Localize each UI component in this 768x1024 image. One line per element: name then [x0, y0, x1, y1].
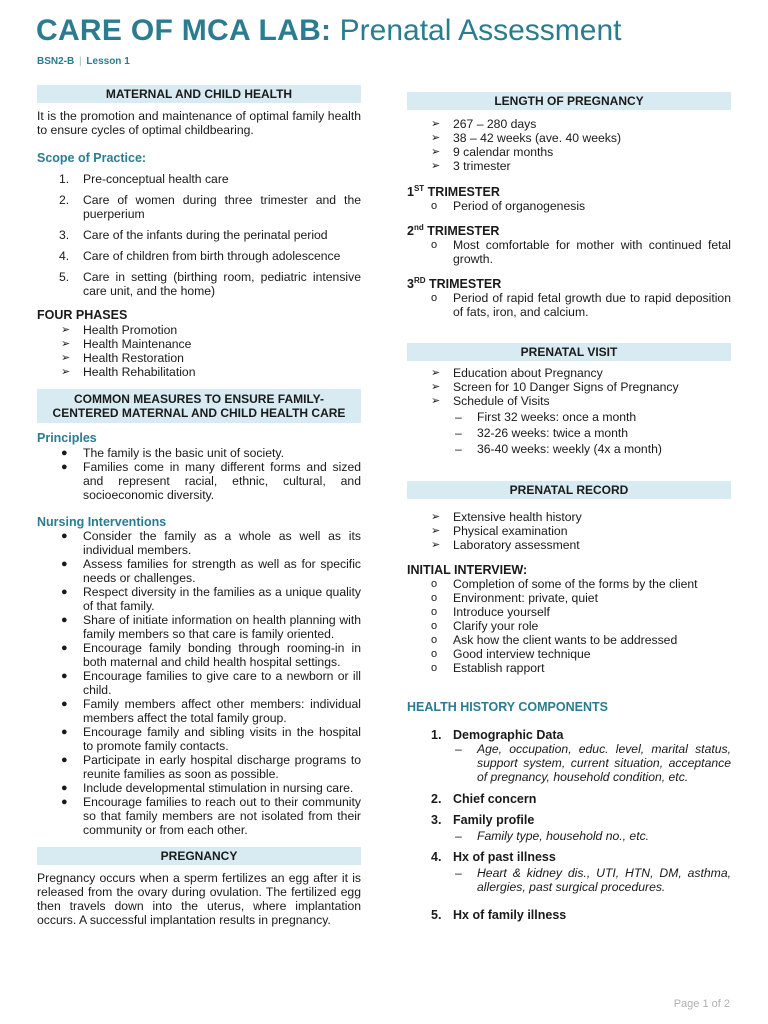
length-list: [407, 117, 731, 173]
list-item: – 36-40 weeks: weekly (4x a month): [455, 442, 662, 456]
list-item: 1. Pre-conceptual health care: [59, 172, 229, 186]
hh-sub-family-profile: – Family type, household no., etc.: [455, 829, 650, 843]
hh-item-past-illness: 4. Hx of past illness: [431, 850, 556, 864]
list-item: o Completion of some of the forms by the client: [431, 577, 698, 591]
list-item: 4. Care of children from birth through adolescence: [59, 249, 341, 263]
list-item: ➢ Schedule of Visits: [431, 394, 550, 408]
list-item: ● Encourage family bonding through rooming-in in both maternal and child health hospital settings.: [61, 641, 361, 669]
list-item: 2. Care of women during three trimester and the puerperium: [59, 193, 361, 221]
left-column: [37, 85, 361, 927]
right-column: [407, 92, 731, 922]
list-item: ➢ Health Restoration: [61, 351, 184, 365]
list-item: ● Encourage families to reach out to their community so that family members are not isolated from their community or from each other.: [61, 795, 361, 837]
separator: |: [79, 56, 82, 67]
trimester-1-heading: 1ST TRIMESTER: [407, 183, 500, 199]
principles-heading: Principles: [37, 431, 97, 445]
mch-heading: MATERNAL AND CHILD HEALTH: [37, 85, 361, 103]
trimester-3-list: [407, 291, 731, 319]
list-item: ● Assess families for strength as well as for specific needs or challenges.: [61, 557, 361, 585]
trimester-2-heading: 2nd TRIMESTER: [407, 222, 500, 238]
list-item: 3. Care of the infants during the perinatal period: [59, 228, 328, 242]
scope-heading: Scope of Practice:: [37, 151, 147, 165]
measures-heading: COMMON MEASURES TO ENSURE FAMILY-CENTERED MATERNAL AND CHILD HEALTH CARE: [37, 389, 361, 423]
nursing-list: [37, 529, 361, 837]
list-item: – First 32 weeks: once a month: [455, 410, 637, 424]
list-item: o Clarify your role: [431, 619, 539, 633]
page-title: [36, 14, 621, 48]
hh-item-chief-concern: 2. Chief concern: [431, 792, 537, 806]
section-label: BSN2-B: [37, 56, 75, 67]
visit-schedule-list: [407, 410, 731, 456]
list-item: o Introduce yourself: [431, 605, 550, 619]
list-item: ● The family is the basic unit of society.: [61, 446, 284, 460]
list-item: o Most comfortable for mother with continued fetal growth.: [431, 238, 731, 266]
hh-heading: HEALTH HISTORY COMPONENTS: [407, 700, 608, 714]
hh-sub-past-illness: – Heart & kidney dis., UTI, HTN, DM, asthma, allergies, past surgical procedures.: [455, 866, 731, 894]
trimester-1-list: [407, 199, 731, 213]
list-item: ➢ Laboratory assessment: [431, 538, 580, 552]
pregnancy-text: Pregnancy occurs when a sperm fertilizes an egg after it is released from the ovary during ovulation. The fertilized egg then travels down into the uterus, where implantation occurs. A successful implantation results in pregnancy.: [37, 871, 361, 927]
record-list: [407, 510, 731, 552]
list-item: 5. Care in setting (birthing room, pediatric intensive care unit, and the home): [59, 270, 361, 298]
list-item: ➢ Education about Pregnancy: [431, 366, 603, 380]
list-item: ● Encourage families to give care to a newborn or ill child.: [61, 669, 361, 697]
list-item: ➢ Health Maintenance: [61, 337, 192, 351]
title-course: CARE OF MCA LAB:: [36, 14, 332, 47]
list-item: ➢ Screen for 10 Danger Signs of Pregnancy: [431, 380, 679, 394]
hh-item-demographic: 1. Demographic Data: [431, 728, 564, 742]
list-item: o Good interview technique: [431, 647, 591, 661]
title-topic: Prenatal Assessment: [339, 14, 622, 47]
length-heading: LENGTH OF PREGNANCY: [407, 92, 731, 110]
list-item: o Period of rapid fetal growth due to rapid deposition of fats, iron, and calcium.: [431, 291, 731, 319]
trimester-3-heading: 3RD TRIMESTER: [407, 275, 502, 291]
visit-heading: PRENATAL VISIT: [407, 343, 731, 361]
trimester-2-list: [407, 238, 731, 266]
mch-text: It is the promotion and maintenance of optimal family health to ensure cycles of optimal childbearing.: [37, 109, 361, 137]
visit-list: [407, 366, 731, 408]
pregnancy-heading: PREGNANCY: [37, 847, 361, 865]
lesson-label: Lesson 1: [86, 56, 130, 67]
list-item: o Environment: private, quiet: [431, 591, 598, 605]
list-item: o Period of organogenesis: [431, 199, 586, 213]
lesson-info: [37, 56, 130, 67]
phases-list: [37, 323, 361, 379]
list-item: ➢ Health Rehabilitation: [61, 365, 196, 379]
hh-sub-demographic: – Age, occupation, educ. level, marital status, support system, current situation, acceptance of pregnancy, household condition, etc.: [455, 742, 731, 784]
list-item: ● Families come in many different forms and sized and represent racial, ethnic, cultural, and socioeconomic diversity.: [61, 460, 361, 502]
page-number: Page 1 of 2: [673, 998, 730, 1010]
list-item: ● Include developmental stimulation in nursing care.: [61, 781, 354, 795]
list-item: ➢ Extensive health history: [431, 510, 582, 524]
phases-heading: FOUR PHASES: [37, 308, 128, 322]
hh-item-family-profile: 3. Family profile: [431, 813, 535, 827]
hh-item-family-illness: 5. Hx of family illness: [431, 908, 567, 922]
list-item: ● Respect diversity in the families as a unique quality of that family.: [61, 585, 361, 613]
record-heading: PRENATAL RECORD: [407, 481, 731, 499]
principles-list: [37, 446, 361, 502]
list-item: ➢ 3 trimester: [431, 159, 511, 173]
interview-list: [407, 577, 731, 675]
list-item: ● Share of initiate information on health planning with family members so that care is family oriented.: [61, 613, 361, 641]
list-item: ➢ Health Promotion: [61, 323, 178, 337]
list-item: ● Participate in early hospital discharge programs to reunite families as soon as possible.: [61, 753, 361, 781]
interview-heading: INITIAL INTERVIEW:: [407, 563, 528, 577]
nursing-heading: Nursing Interventions: [37, 515, 167, 529]
list-item: ➢ 38 – 42 weeks (ave. 40 weeks): [431, 131, 622, 145]
scope-list: [37, 172, 361, 298]
list-item: ● Encourage family and sibling visits in the hospital to promote family contacts.: [61, 725, 361, 753]
list-item: ● Consider the family as a whole as well as its individual members.: [61, 529, 361, 557]
list-item: ➢ 267 – 280 days: [431, 117, 537, 131]
list-item: o Establish rapport: [431, 661, 545, 675]
list-item: o Ask how the client wants to be addressed: [431, 633, 678, 647]
list-item: ➢ 9 calendar months: [431, 145, 554, 159]
list-item: ● Family members affect other members: individual members affect the total family group.: [61, 697, 361, 725]
list-item: – 32-26 weeks: twice a month: [455, 426, 629, 440]
list-item: ➢ Physical examination: [431, 524, 568, 538]
